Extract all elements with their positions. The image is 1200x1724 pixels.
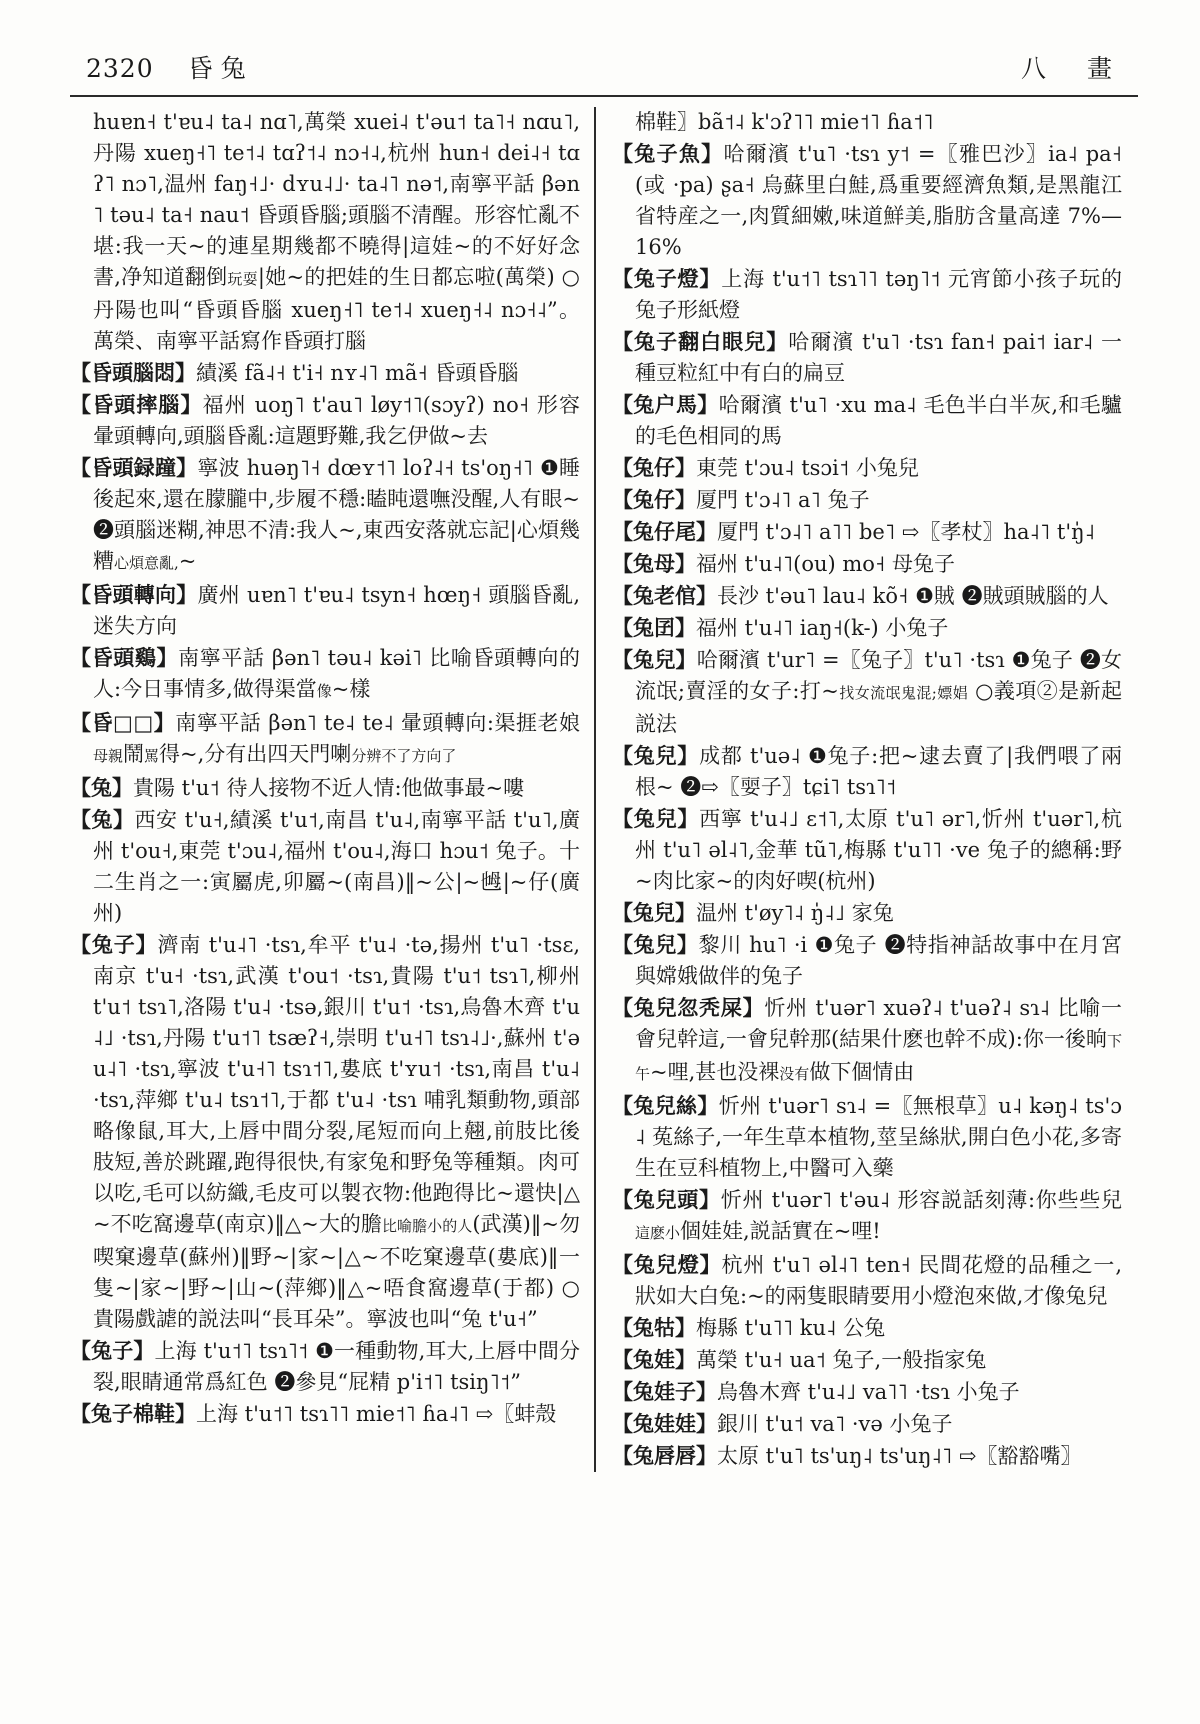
entry-headword: 【兔娃】 (612, 1347, 696, 1372)
entry-headword: 【兔仔尾】 (612, 519, 717, 544)
entry-text: 厦門 t'ɔ˨˥ a˥˥ be˥ ⇨〖孝杖〗ha˨˥ t'ŋ̍˨ (717, 520, 1095, 544)
left-column (70, 107, 596, 1472)
entry-text: 東莞 t'ɔu˨ tsɔi˦ 小兔兒 (696, 456, 919, 480)
entry-text: |她~的把娃的生日都忘啦(萬榮) ○丹陽也叫“昏頭昏腦 xueŋ˧˥ te˦˨ xueŋ˧˨ nɔ˧˨”。萬榮、南寧平話寫作昏頭打腦 (93, 265, 580, 353)
dictionary-entry (70, 642, 580, 707)
entry-text: 得~,分有出四天門喇 (159, 742, 352, 766)
guide-word-right: 八 畫 (1020, 54, 1120, 83)
entry-headword: 【昏頭録蹱】 (70, 455, 198, 480)
entry-text: 鬧 (123, 742, 145, 766)
entry-headword: 【昏頭鷄】 (70, 645, 179, 670)
right-column (596, 107, 1122, 1472)
entry-text: 萬榮 t'u˧ ua˦ 兔子,一般指家兔 (696, 1348, 987, 1372)
entry-headword: 【兔兒絲】 (612, 1093, 719, 1118)
dictionary-entry (70, 389, 580, 452)
entry-text: 上海 t'u˦˥ tsɿ˥˦ ❶一種動物,耳大,上唇中間分裂,眼睛通常爲紅色 ❷參見“屁精 p'i˦˥ tsiŋ˥˦” (93, 1339, 580, 1394)
inline-gloss: 心煩意亂, (114, 554, 179, 572)
dictionary-entry (612, 644, 1122, 740)
dictionary-entry (70, 1335, 580, 1398)
entry-text: ~哩,甚也没裸 (650, 1060, 780, 1084)
entry-headword: 【兔兒】 (612, 806, 700, 831)
entry-text: 貴陽 t'u˦ 待人接物不近人情:他做事最~嘍 (133, 776, 525, 800)
dictionary-entry (70, 929, 580, 1335)
entry-text: 温州 t'øy˥˨ ŋ̍˨˩ 家兔 (696, 901, 894, 925)
entry-headword: 【兔兒】 (612, 900, 696, 925)
entry-text: 厦門 t'ɔ˨˥ a˥ 兔子 (696, 488, 870, 512)
entry-text: 南寧平話 βən˥ təu˨ kəi˥ 比喻昏頭轉向的人:今日事情多,做得渠當 (93, 646, 580, 701)
entry-text: 銀川 t'u˦ va˥ ·və 小兔子 (717, 1412, 953, 1436)
entry-headword: 【兔囝】 (612, 615, 696, 640)
inline-gloss: 没有 (779, 1065, 810, 1083)
entry-text: 廣州 uɐn˥ t'ɐu˨ tsyn˧ hœŋ˧ 頭腦昏亂,迷失方向 (93, 583, 580, 638)
entry-headword: 【兔子燈】 (612, 266, 722, 291)
entry-headword: 【昏頭轉向】 (70, 582, 198, 607)
dictionary-entry (612, 548, 1122, 580)
dictionary-entry (70, 357, 580, 389)
entry-text: 忻州 t'uər˥ t'əu˨ 形容説話刻薄:你些些兒 (720, 1188, 1122, 1212)
entry-text: 哈爾濱 t'u˥ ·tsɿ y˦ =〖雅巴沙〗ia˨ pa˧(或 ·pa) ʂa˧ 烏蘇里白鮭,爲重要經濟魚類,是黑龍江省特産之一,肉質細嫩,味道鮮美,脂肪含量高達 7%—16% (635, 142, 1123, 259)
dictionary-entry (612, 1408, 1122, 1440)
dictionary-entry (612, 1249, 1122, 1312)
guide-word-left: 昏兔 (187, 54, 254, 83)
entry-text: 個娃娃,説話實在~哩! (680, 1219, 881, 1243)
entry-headword: 【兔子】 (70, 1338, 155, 1363)
entry-text: huɐn˧ t'ɐu˨ ta˨ nɑ˥,萬榮 xuei˨ t'əu˦ ta˥˧ nɑu˥,丹陽 xueŋ˧˥ te˦˨ tɑʔ˦˨ nɔ˧˨,杭州 hun˧ dei˨˧ tɑʔ˥ nɔ˥,温州 faŋ˧˩· dʏu˨˩· ta˨˥ nə˦,南寧平話 βən˥ təu˨ ta˧ nau˦ 昏頭昏腦;頭腦不清醒。形容忙亂不堪:我一天~的連星期幾都不曉得|這娃~的不好好念書,净知道翻倒 (93, 110, 580, 289)
entry-text: 烏魯木齊 t'u˨˩ va˥˥ ·tsɿ 小兔子 (717, 1380, 1020, 1404)
entry-headword: 【兔娃子】 (612, 1379, 717, 1404)
entry-text: 梅縣 t'u˥˥ ku˨ 公兔 (696, 1316, 886, 1340)
dictionary-entry (70, 1398, 580, 1430)
entry-headword: 【兔仔】 (612, 487, 696, 512)
entry-headword: 【兔】 (70, 775, 133, 800)
entry-text: ~樣 (331, 677, 371, 701)
dictionary-entry (612, 516, 1122, 548)
entry-headword: 【兔母】 (612, 551, 696, 576)
entry-headword: 【兔兒】 (612, 647, 697, 672)
dictionary-entry (70, 452, 580, 579)
entry-headword: 【兔兒】 (612, 932, 699, 957)
page-header (70, 56, 1138, 81)
dictionary-entry (612, 580, 1122, 612)
inline-gloss: 像 (316, 682, 332, 700)
entry-text: 杭州 t'u˥ əl˨˥ ten˧ 民間花燈的品種之一,狀如大白兔:~的兩隻眼睛要用小燈泡來做,才像兔兒 (635, 1253, 1122, 1308)
entry-text: 忻州 t'uər˥ xuəʔ˨ t'uəʔ˨ sɿ˨ 比喻一會兒幹這,一會兒幹那(結果什麽也幹不成):你一後晌 (635, 996, 1123, 1051)
entry-text: 福州 uoŋ˥ t'au˥ løy˦˥(sɔyʔ) no˧ 形容暈頭轉向,頭腦昏亂:這題野難,我乞伊做~去 (93, 393, 581, 448)
dictionary-entry (612, 897, 1122, 929)
entry-headword: 【兔子翻白眼兒】 (612, 329, 789, 354)
dictionary-entry (612, 612, 1122, 644)
entry-text: 西安 t'u˧,績溪 t'u˦,南昌 t'u˨,南寧平話 t'u˥,廣州 t'ou˧,東莞 t'ɔu˨,福州 t'ou˨,海口 hɔu˦ 兔子。十二生肖之一:寅屬虎,卯屬~(南昌)‖~公|~乸|~仔(廣州) (93, 808, 581, 925)
dictionary-entry (612, 138, 1122, 263)
entry-text: 哈爾濱 t'u˥ ·tsɿ fan˧ pai˦ iar˨ 一種豆粒紅中有白的扁豆 (635, 330, 1123, 385)
entry-text: 哈爾濱 t'u˥ ·xu ma˨ 毛色半白半灰,和毛驢的毛色相同的馬 (635, 393, 1122, 448)
entry-text: 黎川 hu˥ ·i ❶兔子 ❷特指神話故事中在月宮與嫦娥做伴的兔子 (635, 933, 1123, 988)
entry-headword: 【兔娃娃】 (612, 1411, 717, 1436)
entry-text: 績溪 fã˨˧ t'i˧ nʏ˨˥ mã˧ 昏頭昏腦 (196, 361, 519, 385)
dictionary-entry (612, 484, 1122, 516)
entry-headword: 【兔仔】 (612, 455, 696, 480)
entry-headword: 【兔子】 (70, 932, 158, 957)
entry-headword: 【兔】 (70, 807, 135, 832)
entry-headword: 【昏頭腦悶】 (70, 360, 196, 385)
entry-text: 做下個情由 (809, 1060, 915, 1084)
inline-gloss: 玩耍 (227, 270, 258, 288)
entry-text: 哈爾濱 t'ur˥ =〖兔子〗t'u˥ ·tsɿ ❶兔子 ❷女流氓;賣淫的女子:打~ (635, 648, 1123, 703)
page-number: 2320 (86, 54, 154, 83)
entry-text: 棉鞋〗bã˦˨ k'ɔʔ˥˥ mie˦˥ ɦa˦˥ (635, 110, 934, 134)
inline-gloss: 罵 (144, 747, 160, 765)
entry-text: 長沙 t'əu˥ lau˨ kõ˧ ❶賊 ❷賊頭賊腦的人 (717, 584, 1109, 608)
entry-text: 太原 t'u˥ ts'uŋ˨ ts'uŋ˨˥ ⇨〖豁豁嘴〗 (717, 1444, 1082, 1468)
dictionary-entry (612, 1184, 1122, 1249)
dictionary-entry (70, 579, 580, 642)
inline-gloss: 下午 (635, 1032, 1122, 1083)
inline-gloss: 這麽小 (635, 1224, 681, 1242)
dictionary-entry (70, 707, 580, 772)
entry-text: 寧波 huəŋ˥˧ dœʏ˦˥ loʔ˨˧ ts'oŋ˧˥ ❶睡後起來,還在朦朧中,步履不穩:瞌盹還嘸没醒,人有眼~ ❷頭腦迷糊,神思不清:我人~,東西安落就忘記|心煩幾糟 (93, 456, 580, 573)
dictionary-entry (70, 804, 580, 929)
entry-text: 成都 t'uə˨ ❶兔子:把~逮去賣了|我們喂了兩根~ ❷⇨〖婯子〗tɕi˥ tsɿ˥˦ (635, 744, 1123, 799)
entry-headword: 【兔兒】 (612, 743, 700, 768)
entry-text: 上海 t'u˦˥ tsɿ˥˥ təŋ˥˦ 元宵節小孩子玩的兔子形紙燈 (635, 267, 1122, 322)
entry-text: (武漢)‖~勿喫窠邊草(蘇州)‖野~|家~|△~不吃窠邊草(婁底)‖一隻~|家~|野~|山~(萍鄉)‖△~唔食窩邊草(于都) ○貴陽戲謔的説法叫“長耳朵”。寧波也叫“兔 t'u˧” (93, 1212, 580, 1331)
inline-gloss: 找女流氓鬼混;嫖娼 (838, 684, 969, 702)
dictionary-entry (612, 992, 1122, 1090)
entry-text: 忻州 t'uər˥ sɿ˨ =〖無根草〗u˨ kəŋ˨ ts'ɔ˨ 菟絲子,一年生草本植物,莖呈絲狀,開白色小花,多寄生在豆科植物上,中醫可入藥 (635, 1094, 1123, 1180)
dictionary-entry (70, 772, 580, 804)
dictionary-entry (612, 107, 1122, 138)
entry-text: 南寧平話 βən˥ te˨ te˨ 暈頭轉向:渠捱老娘 (175, 711, 580, 735)
entry-text: 福州 t'u˨˥(ou) mo˧ 母兔子 (696, 552, 955, 576)
inline-gloss: 分辨不了方向了 (351, 747, 457, 765)
dictionary-entry (612, 929, 1122, 992)
entry-text: 濟南 t'u˨˥ ·tsɿ,牟平 t'u˨ ·tə,揚州 t'u˥ ·tsɛ,南京 t'u˧ ·tsɿ,武漢 t'ou˦ ·tsɿ,貴陽 t'u˦ tsɿ˥,柳州 t'u˦ tsɿ˥,洛陽 t'u˨ ·tsə,銀川 t'u˦ ·tsɿ,烏魯木齊 t'u˨˩ ·tsɿ,丹陽 t'u˦˥ tsæʔ˧,崇明 t'u˧˥ tsɿ˨˩·,蘇州 t'əu˨˥ ·tsɿ,寧波 t'u˧˥ tsɿ˦˥,婁底 t'ʏu˦ ·tsɿ,南昌 t'u˨ ·tsɿ,萍鄉 t'u˨ tsɿ˦˥,于都 t'u˨ ·tsɿ 哺乳類動物,頭部略像鼠,耳大,上唇中間分裂,尾短而向上翹,前肢比後肢短,善於跳躍,跑得很快,有家兔和野兔等種類。肉可以吃,毛可以紡織,毛皮可以製衣物:他跑得比~還快|△~不吃窩邊草(南京)‖△~大的膽 (93, 933, 580, 1236)
entry-text: 上海 t'u˦˥ tsɿ˥˥ mie˦˥ ɦa˨˥ ⇨〖蚌殼 (196, 1402, 557, 1426)
entry-headword: 【兔唇唇】 (612, 1443, 717, 1468)
dictionary-entry (612, 452, 1122, 484)
dictionary-entry (612, 1312, 1122, 1344)
entry-headword: 【兔兒頭】 (612, 1187, 721, 1212)
entry-headword: 【昏□□】 (70, 710, 176, 735)
dictionary-entry (612, 1440, 1122, 1472)
header-rule (70, 95, 1138, 97)
header-left (86, 56, 254, 81)
entry-text: ○義項②是新起説法 (635, 679, 1122, 736)
dictionary-entry (612, 740, 1122, 803)
entry-headword: 【兔兒燈】 (612, 1252, 722, 1277)
dictionary-entry (612, 1090, 1122, 1184)
dictionary-entry (612, 263, 1122, 326)
dictionary-entry (70, 107, 580, 357)
dictionary-entry (612, 1344, 1122, 1376)
dictionary-entry (612, 389, 1122, 452)
dictionary-entry (612, 1376, 1122, 1408)
dictionary-entry (612, 803, 1122, 897)
entry-headword: 【兔子魚】 (612, 141, 724, 166)
entry-text: 福州 t'u˨˥ iaŋ˧(k-) 小兔子 (696, 616, 949, 640)
entry-headword: 【昏頭摔腦】 (70, 392, 203, 417)
entry-headword: 【兔兒忽秃屎】 (612, 995, 765, 1020)
entry-headword: 【兔户馬】 (612, 392, 719, 417)
inline-gloss: 比喻膽小的人 (382, 1217, 473, 1235)
text-columns (70, 107, 1138, 1472)
entry-text: ~ (178, 549, 197, 573)
inline-gloss: 母親 (93, 747, 124, 765)
entry-headword: 【兔牯】 (612, 1315, 696, 1340)
entry-headword: 【兔老倌】 (612, 583, 717, 608)
entry-text: 西寧 t'u˨˩ ɛ˦˥,太原 t'u˥ ər˥,忻州 t'uər˥,杭州 t'u˥ əl˨˥,金華 tũ˥,梅縣 t'u˥˥ ·ve 兔子的總稱:野~肉比家~的肉好喫(杭州) (635, 807, 1123, 893)
dictionary-entry (612, 326, 1122, 389)
entry-headword: 【兔子棉鞋】 (70, 1401, 196, 1426)
